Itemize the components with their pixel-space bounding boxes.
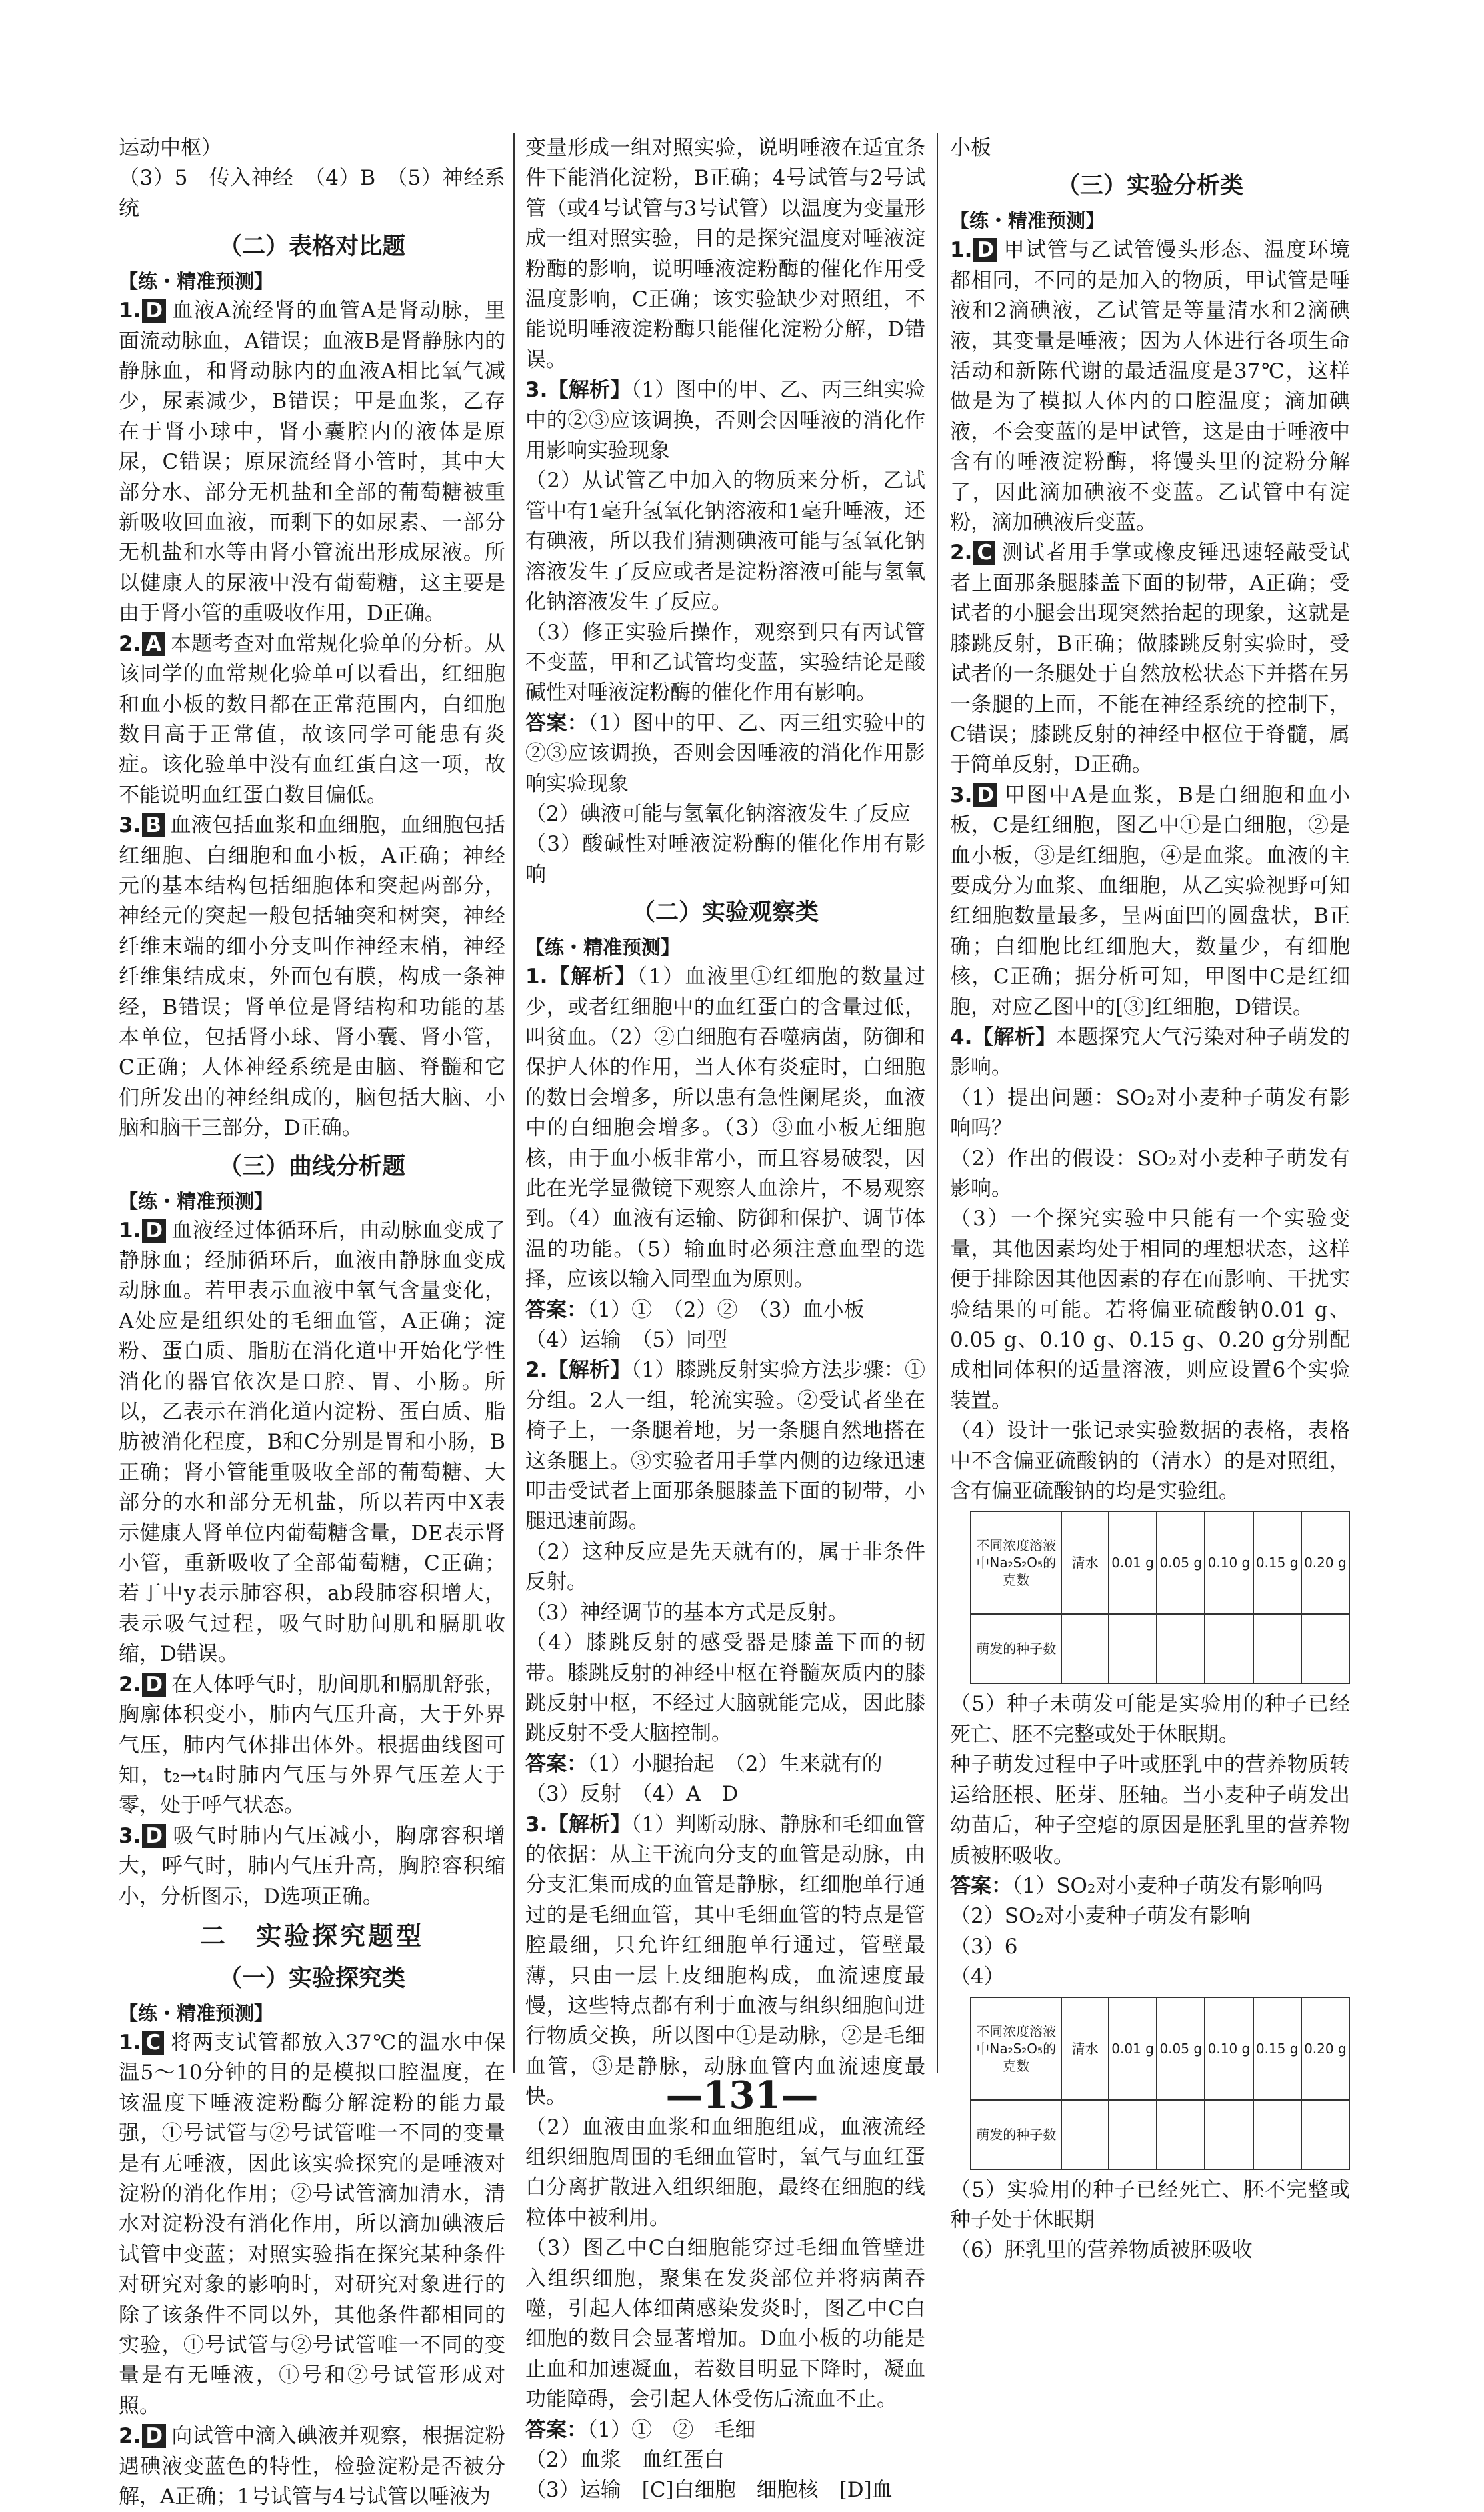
question-item: 1.【解析】（1）血液里①红细胞的数量过少，或者红细胞中的血红蛋白的含量过低，叫贫血。（2）②白细胞有吞噬病菌，防御和保护人体的作用，当人体有炎症时，白细胞的数目会增多，所以患有急性阑尾炎，血液中的白细胞会增多。（3）③血小板无细胞核，由于血小板非常小，而且容易破裂，因此在光学显微镜下观察人血涂片，不易观察到。（4）血液有运输、防御和保护、调节体温的功能。（5）输血时必须注意血型的选择，应该以输入同型血为原则。 bbox=[525, 965, 925, 1292]
answer-badge: C bbox=[142, 2031, 164, 2055]
answer-line: 答案：（1）SO₂对小麦种子萌发有影响吗 bbox=[950, 1873, 1323, 1898]
answer-badge: D bbox=[142, 1673, 166, 1697]
answer-line: 答案：（1）图中的甲、乙、丙三组实验中的②③应该调换，否则会因唾液的消化作用影响实验现象 bbox=[525, 711, 925, 796]
analysis-line: （2）血液由血浆和血细胞组成，血液流经组织细胞周围的毛细血管时，氧气与血红蛋白分离扩散进入组织细胞，最终在细胞的线粒体中被利用。 bbox=[525, 2115, 925, 2230]
column-divider-right bbox=[937, 133, 938, 2073]
question-item: 2. A 本题考查对血常规化验单的分析。从该同学的血常规化验单可以看出，红细胞和血小板的数目都在正常范围内，白细胞数目高于正常值，故该同学可能患有炎症。该化验单中没有血红蛋白这一项，故不能说明血红蛋白数目偏低。 bbox=[119, 631, 505, 807]
table-cell bbox=[1109, 1614, 1157, 1683]
table-col-header: 0.10 g bbox=[1205, 1511, 1253, 1614]
analysis-tag: 【解析】 bbox=[547, 1812, 631, 1837]
data-table bbox=[970, 1511, 1350, 1684]
table-col-header: 0.15 g bbox=[1253, 1511, 1301, 1614]
column-divider-left bbox=[513, 133, 515, 2073]
practice-label: 【练・精准预测】 bbox=[119, 270, 274, 293]
answer-line: （3）反射 （4）A D bbox=[525, 1782, 739, 1807]
answer-line: （4）运输 （5）同型 bbox=[525, 1328, 727, 1353]
table-cell bbox=[1061, 1614, 1108, 1683]
section-title-curve-analysis: （三）曲线分析题 bbox=[218, 1153, 405, 1180]
answer-badge: D bbox=[142, 1219, 166, 1243]
analysis-tag: 【解析】 bbox=[547, 965, 637, 989]
table-col-header: 清水 bbox=[1061, 1511, 1108, 1614]
answer-badge: D bbox=[142, 1824, 166, 1848]
column-right bbox=[950, 133, 1350, 2266]
answer-badge: C bbox=[973, 541, 995, 565]
practice-label: 【练・精准预测】 bbox=[119, 2001, 274, 2025]
answer-line: 答案：（1）① （2）② （3）血小板 bbox=[525, 1297, 865, 1322]
analysis-line: （3）一个探究实验中只能有一个实验变量，其他因素均处于相同的理想状态，这样便于排除因其他因素的存在而影响、干扰实验结果的可能。若将偏亚硫酸钠0.01 g、0.05 g、0.10 g、0.15 g、0.20 g分别配成相同体积的适量溶液，则应设置6个实验装置。 bbox=[950, 1207, 1350, 1413]
analysis-line: （2）这种反应是先天就有的，属于非条件反射。 bbox=[525, 1539, 925, 1595]
answer-badge: D bbox=[973, 783, 997, 807]
table-col-header: 0.05 g bbox=[1157, 1997, 1205, 2100]
question-item: 3.【解析】（1）图中的甲、乙、丙三组实验中的②③应该调换，否则会因唾液的消化作用影响实验现象 bbox=[525, 378, 925, 463]
question-item: 2.【解析】（1）膝跳反射实验方法步骤：①分组。2人一组，轮流实验。②受试者坐在椅子上，一条腿着地，另一条腿自然地搭在这条腿上。③实验者用手掌内侧的边缘迅速叩击受试者上面那条腿膝盖下面的韧带，小腿迅速前踢。 bbox=[525, 1358, 925, 1534]
table-col-header: 0.15 g bbox=[1253, 1997, 1301, 2100]
answer-line: （2）血浆 血红蛋白 bbox=[525, 2448, 725, 2473]
table-row-header: 萌发的种子数 bbox=[971, 2100, 1061, 2169]
table-row-header: 不同浓度溶液中Na₂S₂O₅的克数 bbox=[971, 1997, 1061, 2100]
answer-line: （2）碘液可能与氢氧化钠溶液发生了反应 bbox=[525, 801, 911, 826]
answer-line: （4） bbox=[950, 1965, 1005, 1989]
analysis-line: （5）种子未萌发可能是实验用的种子已经死亡、胚不完整或处于休眠期。 bbox=[950, 1692, 1350, 1747]
column-middle bbox=[525, 133, 925, 2506]
answer-badge: D bbox=[142, 299, 166, 323]
table-cell bbox=[1157, 1614, 1205, 1683]
column-left bbox=[119, 133, 505, 2512]
table-col-header: 0.05 g bbox=[1157, 1511, 1205, 1614]
intro-line: （3）5 传入神经 （4）B （5）神经系统 bbox=[119, 166, 505, 221]
question-item: 3.【解析】（1）判断动脉、静脉和毛细血管的依据：从主干流向分支的血管是动脉，由分支汇集而成的血管是静脉，红细胞单行通过的是毛细血管，其中毛细血管的特点是管腔最细，只允许红细胞单行通过，管壁最薄，只由一层上皮细胞构成，血流速度最慢，这些特点都有利于血液与组织细胞间进行物质交换，所以图中①是动脉，②是毛细血管，③是静脉，动脉血管内血流速度最快。 bbox=[525, 1812, 925, 2109]
question-item: 1. D 甲试管与乙试管馒头形态、温度环境都相同，不同的是加入的物质，甲试管是唾液和2滴碘液，乙试管是等量清水和2滴碘液，其变量是唾液；因为人体进行各项生命活动和新陈代谢的最适温度是37℃，这样做是为了模拟人体内的口腔温度；滴加碘液，不会变蓝的是甲试管，这是由于唾液中含有的唾液淀粉酶，将馒头里的淀粉分解了，因此滴加碘液不变蓝。乙试管中有淀粉，滴加碘液后变蓝。 bbox=[950, 238, 1350, 535]
answer-line: （6）胚乳里的营养物质被胚吸收 bbox=[950, 2238, 1253, 2263]
table-row-header: 萌发的种子数 bbox=[971, 1614, 1061, 1683]
question-item: 2. D 在人体呼气时，肋间肌和膈肌舒张，胸廓体积变小，肺内气压升高，大于外界气压，肺内气体排出体外。根据曲线图可知，t₂→t₄时肺内气压与外界气压差大于零，处于呼气状态。 bbox=[119, 1672, 505, 1818]
section-title-experiment-explore: （一）实验探究类 bbox=[218, 1965, 405, 1992]
question-item: 1. D 血液经过体循环后，由动脉血变成了静脉血；经肺循环后，血液由静脉血变成动脉血。若甲表示血液中氧气含量变化，A处应是组织处的毛细血管，A正确；淀粉、蛋白质、脂肪在消化道中开始化学性消化的器官依次是口腔、胃、小肠。所以，乙表示在消化道内淀粉、蛋白质、脂肪被消化程度，B和C分别是胃和小肠，B正确；肾小管能重吸收全部的葡萄糖、大部分的水和部分无机盐，所以若丙中X表示健康人肾单位内葡萄糖含量，DE表示肾小管，重新吸收了全部葡萄糖，C正确；若丁中y表示肺容积，ab段肺容积增大，表示吸气过程，吸气时肋间肌和膈肌收缩，D错误。 bbox=[119, 1218, 505, 1667]
practice-label: 【练・精准预测】 bbox=[950, 209, 1105, 233]
table-col-header: 0.20 g bbox=[1301, 1997, 1349, 2100]
analysis-line: （3）修正实验后操作，观察到只有丙试管不变蓝，甲和乙试管均变蓝，实验结论是酸碱性对唾液淀粉酶的催化作用有影响。 bbox=[525, 620, 925, 705]
intro-line: 运动中枢） bbox=[119, 136, 222, 160]
table-cell bbox=[1205, 1614, 1253, 1683]
question-item: 2. C 测试者用手掌或橡皮锤迅速轻敲受试者上面那条腿膝盖下面的韧带，A正确；受试者的小腿会出现突然抬起的现象，这就是膝跳反射，B正确；做膝跳反射实验时，受试者的一条腿处于自然放松状态下并搭在另一条腿的上面，不能在神经系统的控制下，C错误；膝跳反射的神经中枢位于脊髓，属于简单反射，D正确。 bbox=[950, 541, 1350, 777]
analysis-line: （4）膝跳反射的感受器是膝盖下面的韧带。膝跳反射的神经中枢在脊髓灰质内的膝跳反射中枢，不经过大脑就能完成，因此膝跳反射不受大脑控制。 bbox=[525, 1631, 925, 1746]
section-title-experiment-observe: （二）实验观察类 bbox=[631, 899, 819, 927]
question-item: 1. D 血液A流经肾的血管A是肾动脉，里面流动脉血，A错误；血液B是肾静脉内的静脉血，和肾动脉内的血液A相比氧气减少，尿素减少，B错误；甲是血浆，乙存在于肾小球中，肾小囊腔内的液体是原尿，C错误；原尿流经肾小管时，其中大部分水、部分无机盐和全部的葡萄糖被重新吸收回血液，而剩下的如尿素、一部分无机盐和水等由肾小管流出形成尿液。所以健康人的尿液中没有葡萄糖，这主要是由于肾小管的重吸收作用，D正确。 bbox=[119, 299, 505, 626]
table-col-header: 0.01 g bbox=[1109, 1997, 1157, 2100]
table-row bbox=[971, 1511, 1349, 1614]
analysis-line: （3）神经调节的基本方式是反射。 bbox=[525, 1600, 849, 1625]
table-row bbox=[971, 1614, 1349, 1683]
page-number: —131— bbox=[665, 2073, 819, 2117]
answer-badge: D bbox=[142, 2424, 166, 2448]
analysis-tag: 【解析】 bbox=[547, 378, 631, 403]
analysis-line: （2）作出的假设：SO₂对小麦种子萌发有影响。 bbox=[950, 1146, 1350, 1201]
answer-line: （5）实验用的种子已经死亡、胚不完整或种子处于休眠期 bbox=[950, 2177, 1350, 2232]
table-col-header: 0.20 g bbox=[1301, 1511, 1349, 1614]
answer-line: 答案：（1）① ② 毛细 bbox=[525, 2417, 756, 2442]
question-item: 2. D 向试管中滴入碘液并观察，根据淀粉遇碘液变蓝色的特性，检验淀粉是否被分解，A正确；1号试管与4号试管以唾液为 bbox=[119, 2424, 505, 2509]
question-item: 1. C 将两支试管都放入37℃的温水中保温5～10分钟的目的是模拟口腔温度，在该温度下唾液淀粉酶分解淀粉的能力最强，①号试管与②号试管唯一不同的变量是有无唾液，因此该实验探究的是唾液对淀粉的消化作用；②号试管滴加清水，清水对淀粉没有消化作用，所以滴加碘液后试管中变蓝；对照实验指在探究某种条件对研究对象的影响时，对研究对象进行的除了该条件不同以外，其他条件都相同的实验，①号试管与②号试管唯一不同的变量是有无唾液，①号和②号试管形成对照。 bbox=[119, 2030, 505, 2418]
answer-badge: D bbox=[973, 238, 997, 262]
answer-badge: A bbox=[142, 632, 165, 656]
table-cell bbox=[1301, 1614, 1349, 1683]
answer-line: 答案：（1）小腿抬起 （2）生来就有的 bbox=[525, 1751, 883, 1776]
continued-text: 变量形成一组对照实验，说明唾液在适宜条件下能消化淀粉，B正确；4号试管与2号试管（或4号试管与3号试管）以温度为变量形成一组对照实验，目的是探究温度对唾液淀粉酶的影响，说明唾液淀粉酶的催化作用受温度影响，C正确；该实验缺少对照组，不能说明唾液淀粉酶只能催化淀粉分解，D错误。 bbox=[525, 136, 925, 372]
question-item: 3. D 吸气时肺内气压减小，胸廓容积增大，呼气时，肺内气压升高，胸腔容积缩小，分析图示，D选项正确。 bbox=[119, 1823, 505, 1909]
part-title-experiment: 二 实验探究题型 bbox=[199, 1921, 424, 1951]
analysis-line: （4）设计一张记录实验数据的表格，表格中不含偏亚硫酸钠的（清水）的是对照组，含有偏亚硫酸钠的均是实验组。 bbox=[950, 1419, 1350, 1504]
table-col-header: 清水 bbox=[1061, 1997, 1108, 2100]
analysis-line: （3）图乙中C白细胞能穿过毛细血管壁进入组织细胞，聚集在发炎部位并将病菌吞噬，引起人体细菌感染发炎时，图乙中C白细胞的数目会显著增加。D血小板的功能是止血和加速凝血，若数目明显下降时，凝血功能障碍，会引起人体受伤后流血不止。 bbox=[525, 2236, 925, 2412]
question-item: 3. D 甲图中A是血浆，B是白细胞和血小板，C是红细胞，图乙中①是白细胞，②是血小板，③是红细胞，④是血浆。血液的主要成分为血浆、血细胞，从乙实验视野可知红细胞数量最多，呈两面凹的圆盘状，B正确；白细胞比红细胞大，数量少，有细胞核，C正确；据分析可知，甲图中C是红细胞，对应乙图中的[③]红细胞，D错误。 bbox=[950, 783, 1350, 1019]
section-title-experiment-analysis: （三）实验分析类 bbox=[1056, 173, 1243, 200]
answer-line: （3）6 bbox=[950, 1934, 1018, 1959]
analysis-line: 种子萌发过程中子叶或胚乳中的营养物质转运给胚根、胚芽、胚轴。当小麦种子萌发出幼苗后，种子空瘪的原因是胚乳里的营养物质被胚吸收。 bbox=[950, 1753, 1350, 1868]
analysis-tag: 【解析】 bbox=[547, 1358, 631, 1383]
table-row-header: 不同浓度溶液中Na₂S₂O₅的克数 bbox=[971, 1511, 1061, 1614]
analysis-line: （2）从试管乙中加入的物质来分析，乙试管中有1毫升氢氧化钠溶液和1毫升唾液，还有碘液，所以我们猜测碘液可能与氢氧化钠溶液发生了反应或者是淀粉溶液可能与氢氧化钠溶液发生了反应。 bbox=[525, 469, 925, 615]
question-item: 3. B 血液包括血浆和血细胞，血细胞包括红细胞、白细胞和血小板，A正确；神经元的基本结构包括细胞体和突起两部分，神经元的突起一般包括轴突和树突，神经纤维末端的细小分支叫作神经末梢，神经纤维集结成束，外面包有膜，构成一条神经，B错误；肾单位是肾结构和功能的基本单位，包括肾小球、肾小囊、肾小管，C正确；人体神经系统是由脑、脊髓和它们所发出的神经组成的，脑包括大脑、小脑和脑干三部分，D正确。 bbox=[119, 813, 505, 1141]
question-item: 4.【解析】本题探究大气污染对种子萌发的影响。 bbox=[950, 1025, 1350, 1080]
analysis-line: （1）提出问题：SO₂对小麦种子萌发有影响吗？ bbox=[950, 1085, 1350, 1141]
table-col-header: 0.10 g bbox=[1205, 1997, 1253, 2100]
practice-label: 【练・精准预测】 bbox=[525, 936, 681, 959]
answer-badge: B bbox=[142, 813, 165, 837]
answer-line: （2）SO₂对小麦种子萌发有影响 bbox=[950, 1904, 1251, 1929]
table-cell bbox=[1253, 1614, 1301, 1683]
continued-text: 小板 bbox=[950, 136, 991, 160]
answer-line: （3）运输 [C]白细胞 细胞核 [D]血 bbox=[525, 2478, 893, 2503]
table-col-header: 0.01 g bbox=[1109, 1511, 1157, 1614]
analysis-tag: 【解析】 bbox=[972, 1025, 1057, 1049]
answer-line: （3）酸碱性对唾液淀粉酶的催化作用有影响 bbox=[525, 832, 925, 887]
section-title-table-comparison: （二）表格对比题 bbox=[218, 233, 405, 261]
practice-label: 【练・精准预测】 bbox=[119, 1189, 274, 1213]
